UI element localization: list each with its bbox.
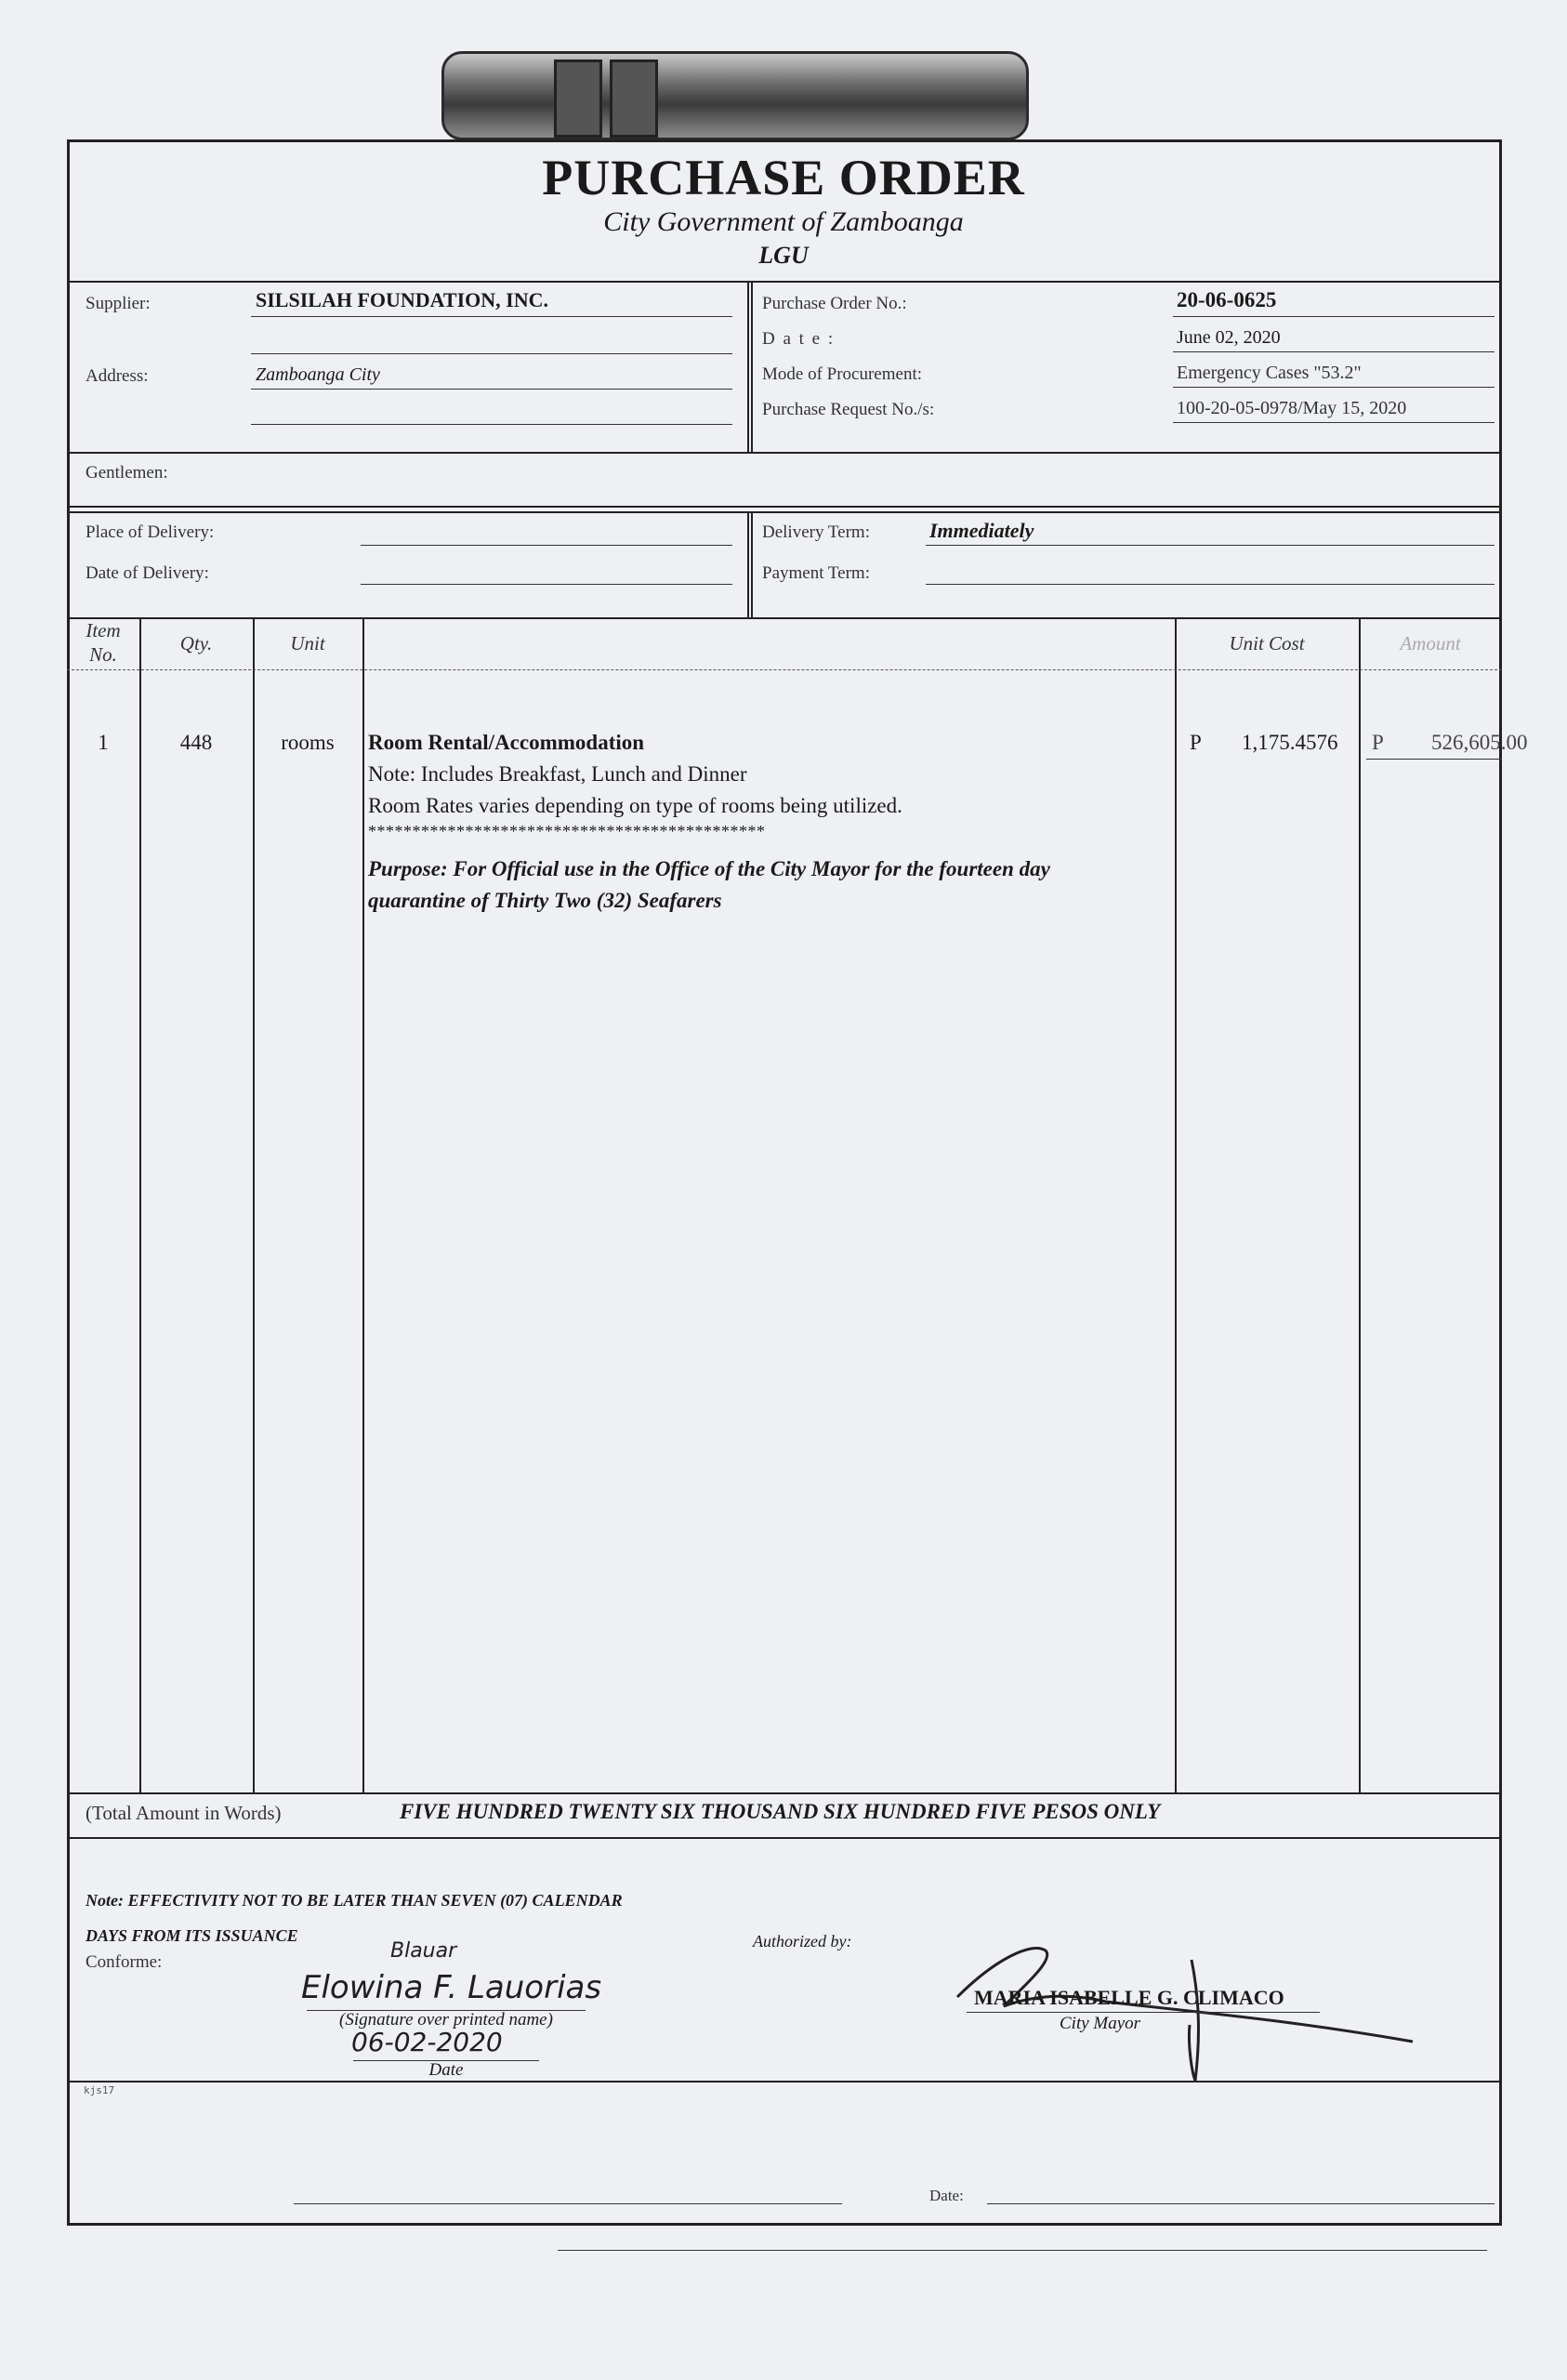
delivery-term-value: Immediately bbox=[929, 519, 1034, 542]
payment-term-label: Payment Term: bbox=[762, 563, 870, 583]
table-header-unit: Unit bbox=[290, 632, 325, 654]
row-description-title: Room Rental/Accommodation bbox=[368, 731, 645, 754]
conforme-label: Conforme: bbox=[86, 1952, 163, 1972]
divider-gentlemen bbox=[67, 506, 1502, 508]
delivery-term-label: Delivery Term: bbox=[762, 522, 870, 542]
divider-supplier-vertical-2 bbox=[751, 281, 753, 452]
pr-number-value: 100-20-05-0978/May 15, 2020 bbox=[1177, 398, 1407, 418]
row-description-note: Note: Includes Breakfast, Lunch and Dinner bbox=[368, 762, 747, 786]
table-header-amount: Amount bbox=[1400, 632, 1461, 654]
supplier-underline-2 bbox=[251, 353, 732, 354]
lgu-label: LGU bbox=[758, 242, 809, 269]
po-number-underline bbox=[1173, 316, 1495, 317]
mayor-signature-line bbox=[967, 2012, 1320, 2013]
po-number-value: 20-06-0625 bbox=[1177, 288, 1277, 311]
table-header-item-no: No. bbox=[89, 643, 117, 666]
conforme-handwritten-date: 06-02-2020 bbox=[351, 2027, 503, 2057]
divider-gentlemen-2 bbox=[67, 511, 1502, 513]
divider-delivery bbox=[67, 617, 1502, 619]
row-unit-cost-value: 1,175.4576 bbox=[1242, 731, 1338, 754]
divider-supplier bbox=[67, 452, 1502, 454]
table-header-qty: Qty. bbox=[179, 632, 213, 654]
signature-caption: (Signature over printed name) bbox=[339, 2010, 553, 2030]
mode-label: Mode of Procurement: bbox=[762, 364, 923, 384]
outside-bottom-line bbox=[558, 2250, 1487, 2251]
effectivity-note-line-2: DAYS FROM ITS ISSUANCE bbox=[86, 1926, 298, 1945]
row-unit-cost-currency: P bbox=[1190, 731, 1202, 754]
gentlemen-label: Gentlemen: bbox=[86, 463, 168, 483]
effectivity-note-line-1: Note: EFFECTIVITY NOT TO BE LATER THAN SEVEN (07) CALENDAR bbox=[86, 1891, 623, 1910]
row-description-rates: Room Rates varies depending on type of rooms being utilized. bbox=[368, 794, 902, 817]
row-qty: 448 bbox=[179, 731, 213, 754]
row-unit: rooms bbox=[281, 731, 335, 754]
mayor-name: MARIA ISABELLE G. CLIMACO bbox=[974, 1986, 1284, 2009]
date-underline bbox=[1173, 351, 1495, 352]
date-label: D a t e : bbox=[762, 329, 836, 349]
divider-signatures bbox=[67, 2081, 1502, 2082]
supplier-label: Supplier: bbox=[86, 294, 151, 313]
table-col-divider-1 bbox=[139, 617, 141, 1792]
supplier-underline bbox=[251, 316, 732, 317]
divider-total bbox=[67, 1837, 1502, 1839]
row-amount-value: 526,605.00 bbox=[1431, 731, 1528, 754]
total-words-label: (Total Amount in Words) bbox=[86, 1802, 282, 1824]
divider-supplier-vertical bbox=[747, 281, 749, 452]
divider-delivery-vertical-2 bbox=[751, 511, 753, 617]
divider-table-bottom bbox=[67, 1792, 1502, 1794]
row-purpose-line-2: quarantine of Thirty Two (32) Seafarers bbox=[368, 889, 722, 912]
bottom-date-label: Date: bbox=[929, 2187, 964, 2204]
bottom-date-line bbox=[987, 2203, 1495, 2204]
table-header-unit-cost: Unit Cost bbox=[1229, 632, 1305, 654]
binder-clip-image bbox=[441, 51, 1029, 140]
table-header-item: Item bbox=[86, 619, 121, 641]
place-of-delivery-underline bbox=[361, 545, 732, 546]
divider-title bbox=[67, 281, 1502, 283]
date-value: June 02, 2020 bbox=[1177, 327, 1281, 348]
table-col-divider-2 bbox=[253, 617, 255, 1792]
document-code: kjs17 bbox=[84, 2084, 115, 2096]
row-description-stars: ********************************************* bbox=[368, 822, 766, 840]
conforme-handwritten-name: Elowina F. Lauorias bbox=[301, 1969, 602, 2006]
row-amount-currency: P bbox=[1372, 731, 1384, 754]
table-col-divider-4 bbox=[1175, 617, 1177, 1792]
address-label: Address: bbox=[86, 366, 149, 386]
table-col-divider-3 bbox=[362, 617, 364, 1792]
divider-delivery-vertical bbox=[747, 511, 749, 617]
document-title: PURCHASE ORDER bbox=[542, 150, 1025, 205]
address-underline-2 bbox=[251, 424, 732, 425]
conforme-initial-signature: Blauar bbox=[390, 1939, 457, 1963]
bottom-signature-line bbox=[294, 2203, 842, 2204]
document-subtitle: City Government of Zamboanga bbox=[603, 206, 964, 237]
delivery-term-underline bbox=[926, 545, 1495, 546]
mayor-signature-icon bbox=[939, 1941, 1422, 2090]
address-underline bbox=[251, 389, 732, 390]
date-of-delivery-label: Date of Delivery: bbox=[86, 563, 209, 583]
pr-number-label: Purchase Request No./s: bbox=[762, 400, 935, 419]
row-purpose-line-1: Purpose: For Official use in the Office of the City Mayor for the fourteen day bbox=[368, 857, 1050, 880]
date-of-delivery-underline bbox=[361, 584, 732, 585]
row-amount-underline bbox=[1366, 759, 1502, 760]
table-col-divider-5 bbox=[1359, 617, 1361, 1792]
payment-term-underline bbox=[926, 584, 1495, 585]
po-number-label: Purchase Order No.: bbox=[762, 294, 907, 313]
authorized-by-label: Authorized by: bbox=[753, 1932, 852, 1950]
pr-number-underline bbox=[1173, 422, 1495, 423]
mayor-title: City Mayor bbox=[1060, 2014, 1141, 2033]
mode-value: Emergency Cases "53.2" bbox=[1177, 363, 1362, 383]
place-of-delivery-label: Place of Delivery: bbox=[86, 522, 215, 542]
supplier-value: SILSILAH FOUNDATION, INC. bbox=[256, 288, 548, 311]
date-caption: Date bbox=[428, 2060, 464, 2080]
total-words-value: FIVE HUNDRED TWENTY SIX THOUSAND SIX HUNDRED FIVE PESOS ONLY bbox=[400, 1800, 1161, 1823]
mode-underline bbox=[1173, 387, 1495, 388]
clip-band-left bbox=[554, 60, 602, 138]
address-value: Zamboanga City bbox=[256, 364, 380, 385]
table-header-divider bbox=[67, 669, 1502, 670]
clip-band-right bbox=[610, 60, 658, 138]
row-item-no: 1 bbox=[98, 731, 109, 754]
